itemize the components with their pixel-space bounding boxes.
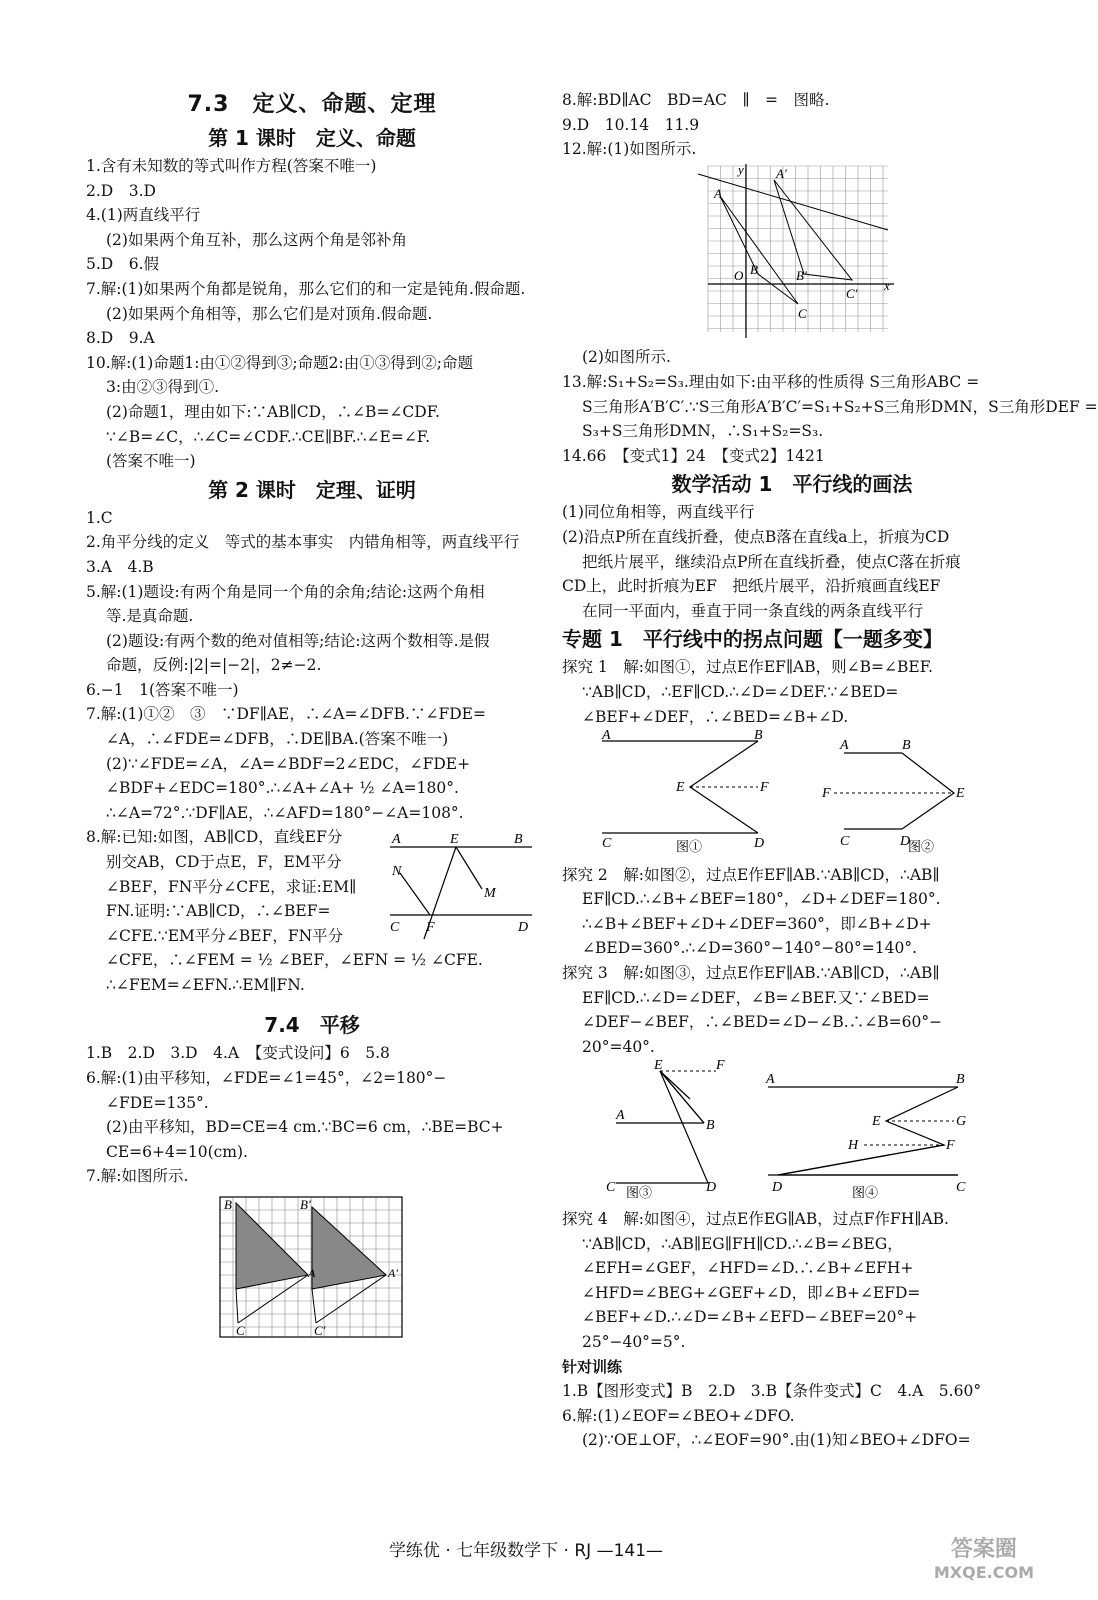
svg-text:D: D — [772, 1180, 783, 1196]
left-column — [86, 88, 538, 1345]
text-line: (1)同位角相等，两直线平行 — [562, 503, 755, 522]
text-line: FN.证明:∵AB∥CD，∴∠BEF= — [106, 902, 331, 921]
svg-text:B′: B′ — [796, 267, 807, 283]
text-line: 2.D 3.D — [86, 181, 156, 200]
text-line: ∠BEF+∠D.∴∠D=∠B+∠EFD−∠BEF=20°+ — [582, 1308, 918, 1327]
lesson-1-title: 第 1 课时 定义、命题 — [208, 126, 416, 150]
text-line: 10.解:(1)命题1:由①②得到③;命题2:由①③得到②;命题 — [86, 353, 473, 372]
svg-text:F: F — [716, 1058, 725, 1074]
lesson-1-answers — [86, 154, 538, 474]
svg-text:D: D — [900, 834, 911, 850]
text-line: 命题，反例:|2|=|−2|，2≠−2. — [106, 656, 322, 675]
svg-text:A: A — [714, 185, 722, 201]
svg-text:C: C — [956, 1180, 966, 1196]
text-line: 1.B【图形变式】B 2.D 3.B【条件变式】C 4.A 5.60° — [562, 1382, 982, 1401]
svg-text:G: G — [956, 1114, 967, 1130]
translation-grid-figure — [216, 1193, 406, 1341]
text-line: (2)如果两个角互补，那么这两个角是邻补角 — [106, 230, 407, 249]
text-line: 13.解:S₁+S₂=S₃.理由如下:由平移的性质得 S三角形ABC = — [562, 372, 980, 391]
text-line: (2)沿点P所在直线折叠，使点B落在直线a上，折痕为CD — [562, 527, 950, 546]
text-line: ∠HFD=∠BEG+∠GEF+∠D，即∠B+∠EFD= — [582, 1283, 921, 1302]
text-line: 2.角平分线的定义 等式的基本事实 内错角相等，两直线平行 — [86, 533, 520, 552]
text-line: 8.D 9.A — [86, 329, 155, 348]
text-line: 6.解:(1)∠EOF=∠BEO+∠DFO. — [562, 1406, 795, 1425]
figure-3-caption: 图③ — [626, 1185, 653, 1201]
text-line: 4.(1)两直线平行 — [86, 206, 201, 225]
figure-4-caption: 图④ — [852, 1185, 879, 1201]
svg-text:B: B — [706, 1118, 715, 1134]
text-line: 在同一平面内，垂直于同一条直线的两条直线平行 — [582, 601, 924, 620]
figures-1-2 — [562, 729, 1022, 855]
text-line: CE=6+4=10(cm). — [106, 1142, 248, 1161]
text-line: ∠CFE.∵EM平分∠BEF，FN平分 — [106, 926, 344, 945]
text-line: 8.解:已知:如图，AB∥CD，直线EF分 — [86, 828, 343, 847]
text-line: ∴∠A=72°.∵DF∥AE，∴∠AFD=180°−∠A=108°. — [106, 803, 464, 822]
section-7-4-title: 7.4 平移 — [264, 1013, 360, 1038]
svg-text:B: B — [514, 832, 523, 848]
text-line: ∴∠B+∠BEF+∠D+∠DEF=360°，即∠B+∠D+ — [582, 914, 932, 933]
watermark-logo: 答案圈 MXQE.COM — [933, 1537, 1034, 1582]
text-line: S₃+S三角形DMN，∴S₁+S₂=S₃. — [582, 422, 824, 441]
text-line: ∠CFE，∴∠FEM = ½ ∠BEF，∠EFN = ½ ∠CFE. — [106, 951, 483, 970]
svg-text:A: A — [616, 1108, 625, 1124]
text-line: 1.C — [86, 508, 113, 527]
text-line: 8.解:BD∥AC BD=AC ∥ = 图略. — [562, 91, 830, 109]
q8-block — [86, 825, 538, 1009]
svg-text:D: D — [754, 836, 765, 852]
training-title: 针对训练 — [562, 1357, 623, 1376]
text-line: 25°−40°=5°. — [582, 1333, 686, 1351]
section-7-4-answers — [86, 1041, 538, 1189]
text-line: (2)命题1，理由如下:∵AB∥CD，∴∠B=∠CDF. — [106, 402, 440, 421]
svg-text:O: O — [734, 267, 744, 283]
text-line: (2)如图所示. — [582, 348, 671, 367]
text-line: ∵AB∥CD，∴AB∥EG∥FH∥CD.∴∠B=∠BEG， — [582, 1234, 903, 1253]
svg-text:C′: C′ — [846, 285, 858, 301]
svg-text:C: C — [236, 1323, 245, 1338]
svg-text:B: B — [750, 261, 758, 277]
text-line: ∵∠B=∠C，∴∠C=∠CDF.∴CE∥BF.∴∠E=∠F. — [106, 427, 431, 446]
svg-text:M: M — [484, 886, 496, 902]
q8-text — [86, 825, 483, 997]
svg-text:B: B — [754, 728, 763, 744]
svg-text:F: F — [946, 1138, 955, 1154]
right-answers-mid — [562, 345, 1098, 468]
text-line: 1.含有未知数的等式叫作方程(答案不唯一) — [86, 157, 377, 175]
text-line: 别交AB，CD于点E，F，EM平分 — [106, 853, 342, 872]
page-footer: 学练优 · 七年级数学下 · RJ —141— — [388, 1541, 664, 1561]
svg-text:E: E — [676, 780, 685, 796]
right-answers-top — [562, 88, 1022, 162]
text-line: (答案不唯一) — [106, 452, 196, 471]
explore-2-3-text — [562, 863, 1022, 1060]
text-line: ∴∠FEM=∠EFN.∴EM∥FN. — [106, 976, 305, 994]
q8-diagram — [386, 827, 536, 947]
svg-text:B: B — [956, 1072, 965, 1088]
svg-text:E: E — [450, 832, 459, 848]
lesson-2-answers — [86, 506, 538, 826]
text-line: 探究 3 解:如图③，过点E作EF∥AB.∵AB∥CD，∴AB∥ — [562, 964, 940, 983]
text-line: ∵AB∥CD，∴EF∥CD.∴∠D=∠DEF.∵∠BED= — [582, 682, 899, 701]
text-line: 7.解:(1)①② ③ ∵DF∥AE，∴∠A=∠DFB.∵∠FDE= — [86, 705, 486, 724]
svg-text:F: F — [426, 920, 435, 936]
svg-text:F: F — [822, 786, 831, 802]
svg-text:A: A — [840, 738, 849, 754]
text-line: 12.解:(1)如图所示. — [562, 140, 697, 159]
svg-text:x: x — [884, 277, 890, 293]
lesson-2-title: 第 2 课时 定理、证明 — [208, 477, 416, 502]
explore-4-text — [562, 1207, 1022, 1355]
svg-text:E: E — [654, 1058, 663, 1074]
svg-text:A: A — [308, 1266, 316, 1280]
text-line: CD上，此时折痕为EF 把纸片展平，沿折痕画直线EF — [562, 577, 941, 596]
section-7-3-title: 7.3 定义、命题、定理 — [187, 92, 437, 117]
text-line: 6.−1 1(答案不唯一) — [86, 680, 239, 699]
text-line: ∠FDE=135°. — [106, 1093, 209, 1112]
svg-text:N: N — [392, 864, 402, 880]
svg-text:E: E — [872, 1114, 881, 1130]
text-line: (2)题设:有两个数的绝对值相等;结论:这两个数相等.是假 — [106, 631, 490, 650]
training-answers — [562, 1379, 1022, 1453]
text-line: ∠BEF+∠DEF，∴∠BED=∠B+∠D. — [582, 707, 849, 726]
figures-3-4 — [562, 1059, 1022, 1199]
text-line: (2)∵OE⊥OF，∴∠EOF=90°.由(1)知∠BEO+∠DFO= — [582, 1431, 971, 1450]
svg-text:H: H — [848, 1138, 859, 1154]
math-activity-title: 数学活动 1 平行线的画法 — [671, 472, 913, 497]
text-line: EF∥CD.∴∠D=∠DEF，∠B=∠BEF.又∵∠BED= — [582, 988, 930, 1007]
text-line: 1.B 2.D 3.D 4.A 【变式设问】6 5.8 — [86, 1044, 390, 1063]
svg-text:A′: A′ — [776, 165, 787, 181]
text-line: 7.解:(1)如果两个角都是锐角，那么它们的和一定是钝角.假命题. — [86, 279, 526, 298]
svg-text:C: C — [602, 836, 612, 852]
text-line: 20°=40°. — [582, 1037, 655, 1056]
text-line: 把纸片展平，继续沿点P所在直线折叠，使点C落在折痕 — [582, 552, 961, 571]
svg-text:C: C — [390, 920, 400, 936]
explore-1-text — [562, 655, 1022, 729]
text-line: 5.解:(1)题设:有两个角是同一个角的余角;结论:这两个角相 — [86, 582, 485, 601]
text-line: ∠A，∴∠FDE=∠DFB，∴DE∥BA.(答案不唯一) — [106, 730, 449, 749]
text-line: 探究 1 解:如图①，过点E作EF∥AB，则∠B=∠BEF. — [562, 658, 933, 677]
text-line: 等.是真命题. — [106, 607, 194, 626]
svg-text:E: E — [956, 786, 965, 802]
text-line: EF∥CD.∴∠B+∠BEF=180°，∠D+∠DEF=180°. — [582, 890, 941, 909]
svg-text:A′: A′ — [388, 1266, 398, 1280]
svg-text:y: y — [738, 161, 744, 177]
svg-text:D: D — [706, 1180, 717, 1196]
svg-text:C: C — [840, 834, 850, 850]
svg-text:C: C — [798, 305, 807, 321]
figure-1-caption: 图① — [676, 839, 703, 855]
text-line: ∠BDF+∠EDC=180°.∴∠A+∠A+ ½ ∠A=180°. — [106, 779, 459, 798]
text-line: ∠DEF−∠BEF，∴∠BED=∠D−∠B.∴∠B=60°− — [582, 1013, 943, 1032]
text-line: 7.解:如图所示. — [86, 1167, 189, 1186]
text-line: ∠BED=360°.∴∠D=360°−140°−80°=140°. — [582, 939, 917, 958]
text-line: (2)∵∠FDE=∠A，∠A=∠BDF=2∠EDC，∠FDE+ — [106, 754, 471, 773]
text-line: 3.A 4.B — [86, 557, 154, 576]
text-line: 9.D 10.14 11.9 — [562, 115, 700, 134]
math-activity-answers — [562, 500, 1022, 623]
text-line: ∠BEF，FN平分∠CFE，求证:EM∥ — [106, 877, 357, 896]
svg-text:A: A — [766, 1072, 775, 1088]
text-line: 探究 4 解:如图④，过点E作EG∥AB，过点F作FH∥AB. — [562, 1210, 949, 1229]
text-line: (2)由平移知，BD=CE=4 cm.∵BC=6 cm，∴BE=BC+ — [106, 1118, 504, 1137]
coordinate-grid-figure — [698, 162, 898, 338]
svg-text:A: A — [392, 832, 401, 848]
text-line: ∠EFH=∠GEF，∠HFD=∠D.∴∠B+∠EFH+ — [582, 1259, 914, 1278]
text-line: 3:由②③得到①. — [106, 378, 220, 397]
topic-1-title: 专题 1 平行线中的拐点问题【一题多变】 — [562, 627, 943, 652]
text-line: 14.66 【变式1】24 【变式2】1421 — [562, 446, 825, 465]
figure-2-caption: 图② — [908, 839, 935, 855]
text-line: (2)如果两个角相等，那么它们是对顶角.假命题. — [106, 304, 433, 323]
svg-text:A: A — [602, 728, 611, 744]
text-line: 5.D 6.假 — [86, 255, 160, 274]
svg-text:C′: C′ — [314, 1323, 326, 1338]
svg-text:B′: B′ — [300, 1197, 311, 1212]
text-line: S三角形A′B′C′.∵S三角形A′B′C′=S₁+S₂+S三角形DMN，S三角形DEF = — [582, 397, 1098, 416]
svg-text:D: D — [518, 920, 529, 936]
right-column — [562, 88, 1098, 1453]
text-line: 6.解:(1)由平移知，∠FDE=∠1=45°，∠2=180°− — [86, 1069, 447, 1088]
svg-text:F: F — [760, 780, 769, 796]
svg-text:C: C — [606, 1180, 616, 1196]
svg-text:B: B — [224, 1197, 232, 1212]
svg-text:B: B — [902, 738, 911, 754]
text-line: 探究 2 解:如图②，过点E作EF∥AB.∵AB∥CD，∴AB∥ — [562, 865, 940, 884]
